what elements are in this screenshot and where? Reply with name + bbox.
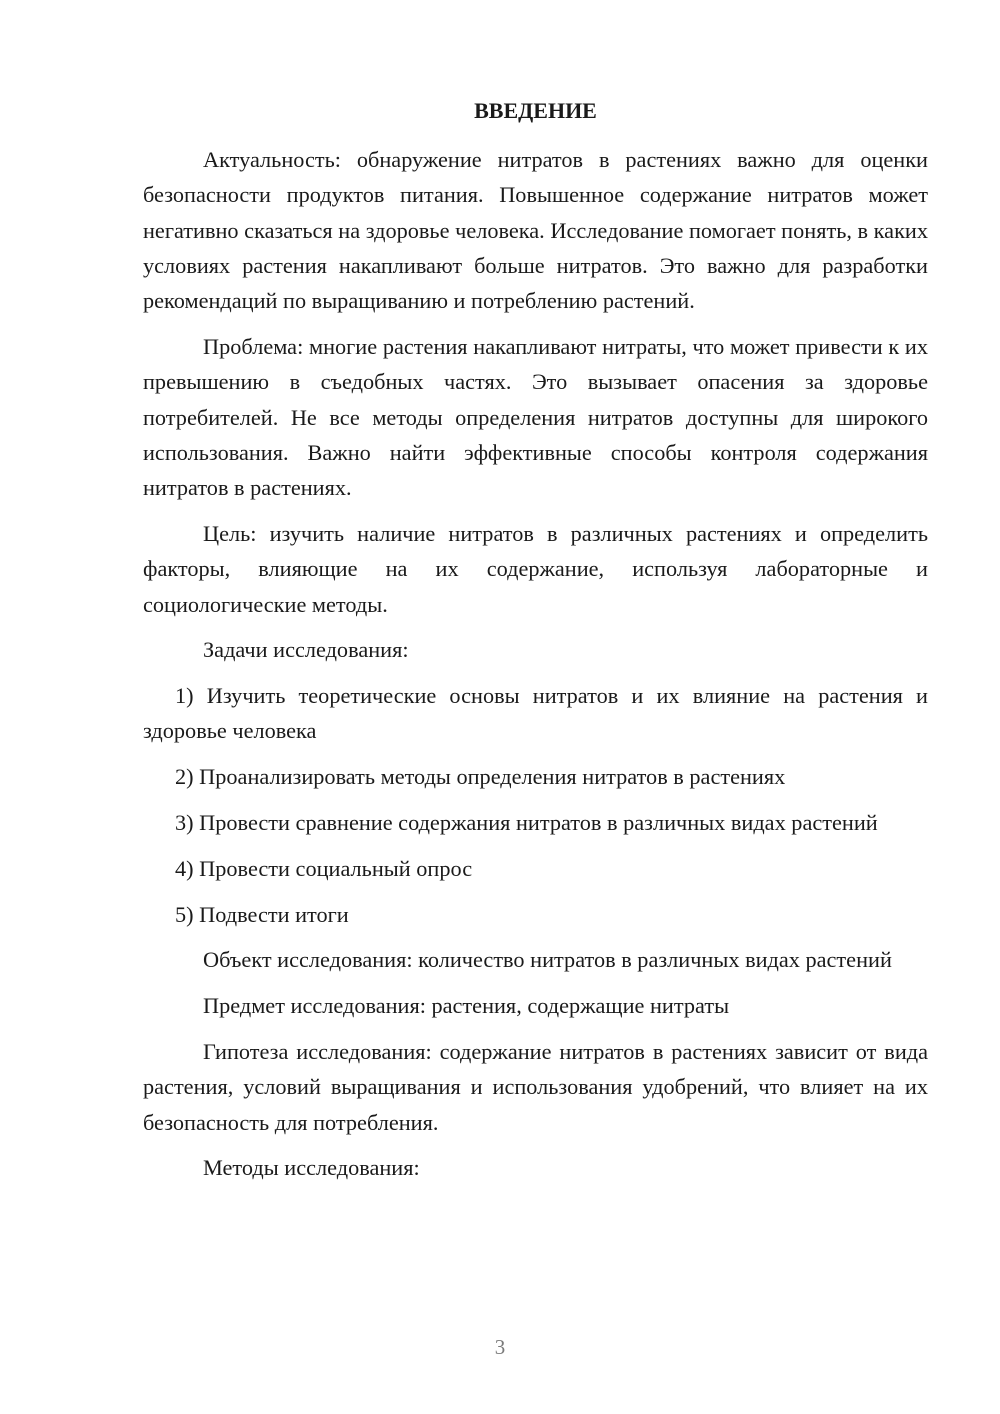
task-item: 4) Провести социальный опрос [175, 855, 473, 881]
document-page [143, 0, 928, 1414]
tasks-title: Задачи исследования: [203, 637, 409, 663]
task-item: 5) Подвести итоги [175, 901, 349, 927]
tasks-list [143, 678, 928, 932]
relevance-paragraph: Актуальность: обнаружение нитратов в растениях важно для оценки безопасности продуктов питания. Повышенное содержание нитратов может негативно сказаться на здоровье человека. Исследование помогает понять, в каких условиях растения накапливают больше нитратов. Это важно для разработки рекомендаций по выращиванию и потреблению растений. [143, 147, 928, 314]
task-item: 1) Изучить теоретические основы нитратов и их влияние на растения и здоровье человека [143, 683, 928, 744]
task-item: 3) Провести сравнение содержания нитратов в различных видах растений [175, 810, 878, 836]
goal-paragraph: Цель: изучить наличие нитратов в различных растениях и определить факторы, влияющие на их содержание, используя лабораторные и социологические методы. [143, 520, 928, 617]
task-item: 2) Проанализировать методы определения нитратов в растениях [175, 764, 786, 790]
subject-paragraph: Предмет исследования: растения, содержащие нитраты [203, 993, 730, 1019]
object-paragraph: Объект исследования: количество нитратов в различных видах растений [203, 947, 892, 973]
page-title: ВВЕДЕНИЕ [474, 98, 597, 123]
methods-title: Методы исследования: [203, 1155, 420, 1181]
document-body [143, 142, 928, 1196]
problem-paragraph: Проблема: многие растения накапливают нитраты, что может привести к их превышению в съедобных частях. Это вызывает опасения за здоровье потребителей. Не все методы определения нитратов доступны для широкого использования. Важно найти эффективные способы контроля содержания нитратов в растениях. [143, 333, 928, 501]
hypothesis-paragraph: Гипотеза исследования: содержание нитратов в растениях зависит от вида растения, условий выращивания и использования удобрений, что влияет на их безопасность для потребления. [143, 1039, 928, 1135]
page-number: 3 [494, 1335, 506, 1359]
